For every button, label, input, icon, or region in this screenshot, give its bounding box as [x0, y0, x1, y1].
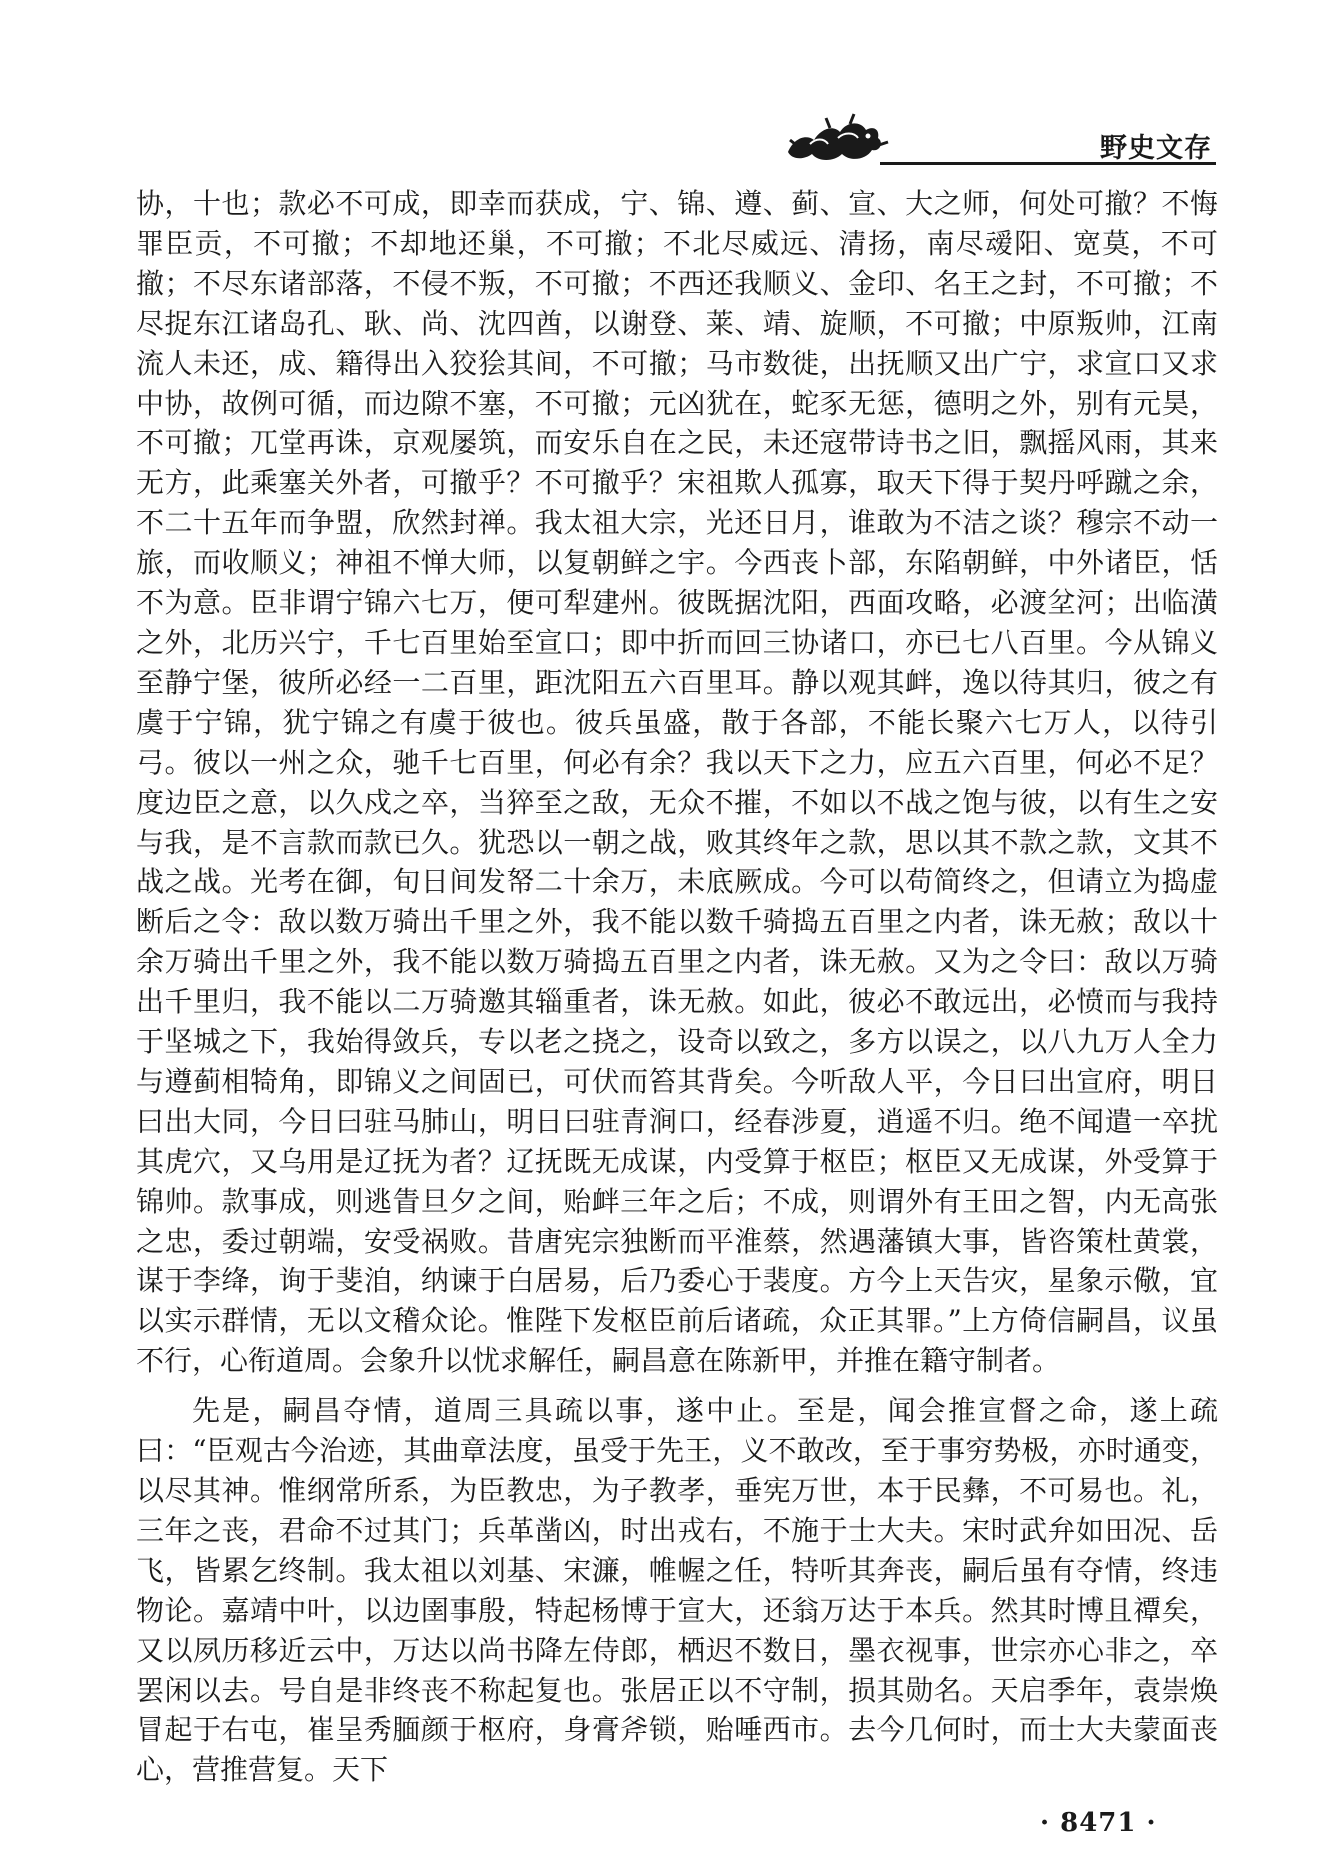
paragraph: 先是，嗣昌夺情，道周三具疏以事，遂中止。至是，闻会推宣督之命，遂上疏曰：“臣观古今治迹，其曲章法度，虽受于先王，义不敢改，至于事穷势极，亦时通变，以尽其神。惟纲常所系，为臣教忠，为子教孝，垂宪万世，本于民彝，不可易也。礼，三年之丧，君命不过其门；兵革凿凶，时出戎右，不施于士大夫。宋时武弁如田况、岳飞，皆累乞终制。我太祖以刘基、宋濂，帷幄之任，特听其奔丧，嗣后虽有夺情，终违物论。嘉靖中叶，以边圉事殷，特起杨博于宣大，还翁万达于本兵。然其时博且禫矣，又以夙历移近云中，万达以尚书降左侍郎，栖迟不数日，墨衣视事，世宗亦心非之，卒罢闲以去。号自是非终丧不称起复也。张居正以不守制，损其勋名。天启季年，袁崇焕冒起于右屯，崔呈秀腼颜于枢府，身膏斧锁，贻唾西市。去今几何时，而士大夫蒙面丧心，营推营复。天下	[136, 1394, 1218, 1787]
dragon-emblem-icon	[780, 108, 900, 168]
text-body	[136, 184, 1218, 1790]
paragraph-continued: 协，十也；款必不可成，即幸而获成，宁、锦、遵、蓟、宣、大之师，何处可撤？不悔罪臣贡，不可撤；不却地还巢，不可撤；不北尽威远、清扬，南尽叆阳、宽莫，不可撤；不尽东诸部落，不侵不叛，不可撤；不西还我顺义、金印、名王之封，不可撤；不尽捉东江诸岛孔、耿、尚、沈四酋，以谢登、莱、靖、旋顺，不可撤；中原叛帅，江南流人未还，成、籍得出入狡狯其间，不可撤；马市数徙，出抚顺又出广宁，求宣口又求中协，故例可循，而边隙不塞，不可撤；元凶犹在，蛇豕无惩，德明之外，别有元昊，不可撤；兀堂再诛，京观屡筑，而安乐自在之民，未还寇带诗书之旧，飘摇风雨，其来无方，此乘塞关外者，可撤乎？不可撤乎？宋祖欺人孤寡，取天下得于契丹呼蹴之余，不二十五年而争盟，欣然封禅。我太祖大宗，光还日月，谁敢为不洁之谈？穆宗不动一旅，而收顺义；神祖不惮大师，以复朝鲜之宇。今西丧卜部，东陷朝鲜，中外诸臣，恬不为意。臣非谓宁锦六七万，便可犁建州。彼既据沈阳，西面攻略，必渡坌河；出临潢之外，北历兴宁，千七百里始至宣口；即中折而回三协诸口，亦已七八百里。今从锦义至静宁堡，彼所必经一二百里，距沈阳五六百里耳。静以观其衅，逸以待其归，彼之有虞于宁锦，犹宁锦之有虞于彼也。彼兵虽盛，散于各部，不能长聚六七万人，以待引弓。彼以一州之众，驰千七百里，何必有余？我以天下之力，应五六百里，何必不足？度边臣之意，以久戍之卒，当猝至之敌，无众不摧，不如以不战之饱与彼，以有生之安与我，是不言款而款已久。犹恐以一朝之战，败其终年之款，思以其不款之款，文其不战之战。光考在御，旬日间发帑二十余万，未底厥成。今可以苟简终之，但请立为捣虚断后之令：敌以数万骑出千里之外，我不能以数千骑捣五百里之内者，诛无赦；敌以十余万骑出千里之外，我不能以数万骑捣五百里之内者，诛无赦。又为之令曰：敌以万骑出千里归，我不能以二万骑邀其辎重者，诛无赦。如此，彼必不敢远出，必愤而与我持于坚城之下，我始得敛兵，专以老之挠之，设奇以致之，多方以误之，以八九万人全力与遵蓟相犄角，即锦义之间固已，可伏而笞其背矣。今听敌人平，今日曰出宣府，明日曰出大同，今日曰驻马肺山，明日曰驻青涧口，经春涉夏，逍遥不归。绝不闻遣一卒扰其虎穴，又乌用是辽抚为者？辽抚既无成谋，内受算于枢臣；枢臣又无成谋，外受算于锦帅。款事成，则逃眚旦夕之间，贻衅三年之后；不成，则谓外有王田之智，内无高张之忠，委过朝端，安受祸败。昔唐宪宗独断而平淮蔡，然遇藩镇大事，皆咨策杜黄裳，谋于李绛，询于斐洎，纳谏于白居易，后乃委心于裴度。方今上天告灾，星象示儆，宜以实示群情，无以文稽众论。惟陛下发枢臣前后诸疏，众正其罪。”上方倚信嗣昌，议虽不行，心衔道周。会象升以忧求解任，嗣昌意在陈新甲，并推在籍守制者。	[136, 187, 1218, 1378]
page-number: · 8471 ·	[1040, 1808, 1157, 1838]
series-title: 野史文存	[1100, 133, 1212, 164]
page-header	[780, 108, 1220, 168]
